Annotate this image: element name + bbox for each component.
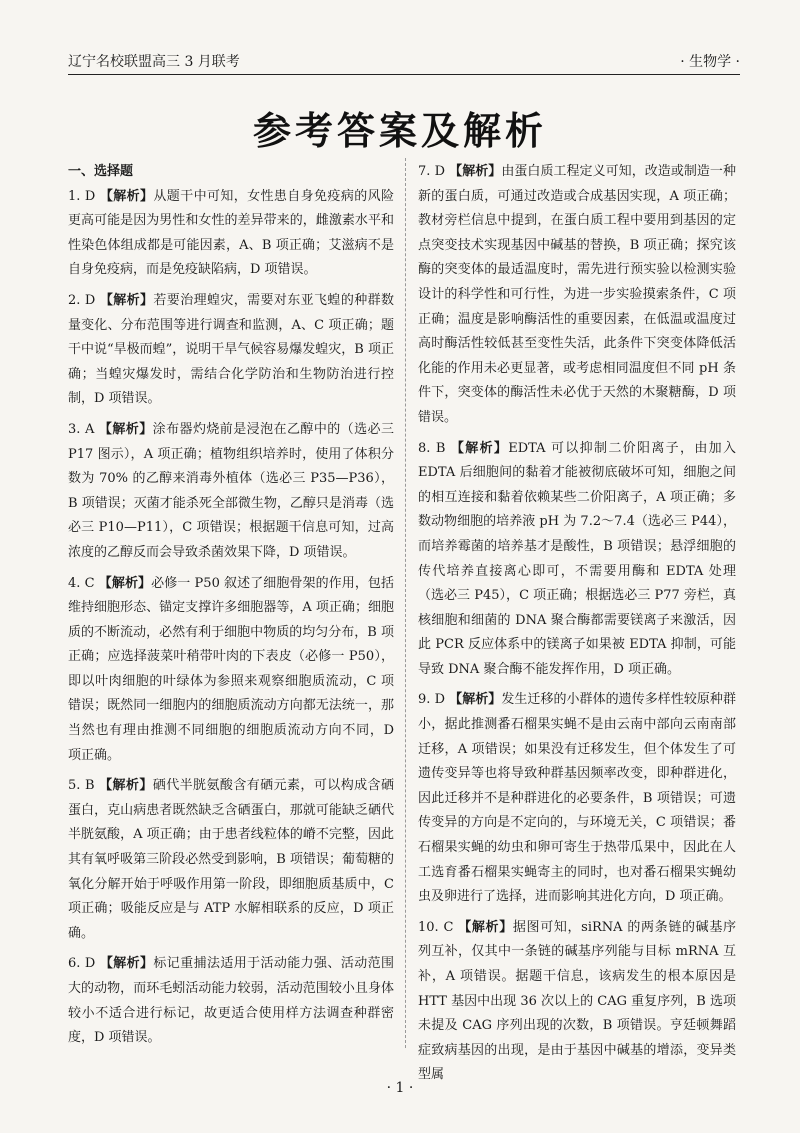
answer-number: 2. D — [68, 292, 96, 308]
answer-text: 必修一 P50 叙述了细胞骨架的作用，包括维持细胞形态、锚定支撑许多细胞器等，A 项正确；细胞质的不断流动，必然有利于细胞中物质的均匀分布，B 项正确；应选择菠菜叶稍带叶肉的下表皮（必修一 P50），即以叶肉细胞的叶绿体为参照来观察细胞质流动，C 项错误；既然同一细胞内的细胞质流动方向都无法统一，那当然也有理由推测不同细胞的细胞质流动方向不同，D 项正确。 — [68, 575, 394, 763]
answer-number: 1. D — [68, 188, 96, 204]
section-title: 一、选择题 — [68, 164, 134, 179]
analysis-tag: 【解析】 — [99, 778, 153, 794]
answer-item-8 — [418, 437, 736, 683]
answer-item-3 — [68, 418, 394, 566]
answer-text: 标记重捕法适用于活动能力强、活动范围大的动物，而环毛蚓活动能力较弱，活动范围较小且身体较小不适合进行标记，故更适合使用样方法调查种群密度，D 项错误。 — [68, 956, 394, 1046]
answer-number: 4. C — [68, 575, 95, 591]
analysis-tag: 【解析】 — [449, 164, 502, 179]
left-column — [68, 160, 394, 1057]
analysis-tag: 【解析】 — [450, 440, 509, 456]
answer-number: 7. D — [418, 164, 445, 179]
page-title: 参考答案及解析 — [252, 109, 547, 153]
answer-text: 若要治理蝗灾，需要对东亚飞蝗的种群数量变化、分布范围等进行调查和监测，A、C 项正确；题干中说“旱极而蝗”，说明干旱气候容易爆发蝗灾，B 项正确；当蝗灾爆发时，需结合化学防治和生物防治进行控制，D 项错误。 — [68, 292, 394, 407]
answer-item-7 — [418, 160, 736, 431]
subject-label: · 生物学 · — [680, 54, 740, 70]
analysis-tag: 【解析】 — [449, 692, 502, 708]
answer-text: 由蛋白质工程定义可知，改造或制造一种新的蛋白质，可通过改造或合成基因实现，A 项正确；教材旁栏信息中提到，在蛋白质工程中要用到基因的定点突变技术实现基因中碱基的替换，B 项正确；探究该酶的突变体的最适温度时，需先进行预实验以检测实验设计的科学性和可行性，为进一步实验摸索条件，C 项正确；温度是影响酶活性的重要因素，在低温或温度过高时酶活性较低甚至变性失活，此条件下突变体降低活化能的作用未必更显著，或考虑相同温度但不同 pH 条件下，突变体的酶活性未必优于天然的木聚糖酶，D 项错误。 — [418, 164, 736, 425]
analysis-tag: 【解析】 — [458, 919, 513, 935]
answer-text: 发生迁移的小群体的遗传多样性较原种群小，据此推测番石榴果实蝇不是由云南中部向云南南部迁移，A 项错误；如果没有迁移发生，但个体发生了可遗传变异等也将导致种群基因频率改变，即种群进化，因此迁移并不是种群进化的必要条件，B 项错误；可遗传变异的方向是不定向的，与环境无关，C 项错误；番石榴果实蝇的幼虫和卵可寄生于热带瓜果中，因此在人工选育番石榴果实蝇寄主的同时，也对番石榴果实蝇幼虫及卵进行了选择，进而影响其进化方向，D 项正确。 — [418, 692, 736, 905]
answer-number: 8. B — [418, 440, 446, 456]
answer-item-5 — [68, 774, 394, 946]
answer-text: 据图可知，siRNA 的两条链的碱基序列互补，仅其中一条链的碱基序列能与目标 mRNA 互补，A 项错误。据题干信息，该病发生的根本原因是 HTT 基因中出现 36 次以上的 CAG 重复序列，B 选项未提及 CAG 序列出现的次数，B 项错误。亨廷顿舞蹈症致病基因的出现，是由于基因中碱基的增添，变异类型属 — [418, 919, 736, 1083]
answer-text: 从题干中可知，女性患自身免疫病的风险更高可能是因为男性和女性的差异带来的，雌激素水平和性染色体组成都是可能因素，A、B 项正确；艾滋病不是自身免疫病，而是免疫缺陷病，D 项错误。 — [68, 188, 394, 278]
answer-item-1 — [68, 185, 394, 283]
analysis-tag: 【解析】 — [99, 188, 154, 204]
answer-number: 5. B — [68, 778, 95, 794]
answer-text: 涂布器灼烧前是浸泡在乙醇中的（选必三P17 图示），A 项正确；植物组织培养时，使用了体积分数为 70% 的乙醇来消毒外植体（选必三 P35—P36），B 项错误；灭菌才能杀死全部微生物，乙醇只是消毒（选必三 P10—P11），C 项错误；根据题干信息可知，过高浓度的乙醇反而会导致杀菌效果下降，D 项错误。 — [68, 421, 394, 560]
answer-item-2 — [68, 289, 394, 412]
answer-number: 3. A — [68, 421, 95, 437]
answer-number: 9. D — [418, 692, 445, 708]
answer-item-6 — [68, 952, 394, 1050]
exam-title: 辽宁名校联盟高三 3 月联考 — [68, 54, 240, 70]
right-column — [418, 160, 736, 1094]
answer-text: EDTA 可以抑制二价阳离子，由加入 EDTA 后细胞间的黏着才能被彻底破坏可知，细胞之间的相互连接和黏着依赖某些二价阳离子，A 项正确；多数动物细胞的培养液 pH 为 7.2～7.4（选必三 P44），而培养霉菌的培养基才是酸性，B 项错误；悬浮细胞的传代培养直接离心即可，不需要用酶和 EDTA 处理（选必三 P45），C 项正确；根据选必三 P77 旁栏，真核细胞和细菌的 DNA 聚合酶都需要镁离子来激活，因此 PCR 反应体系中的镁离子如果被 EDTA 抑制，可能导致 DNA 聚合酶不能发挥作用，D 项正确。 — [418, 440, 736, 677]
column-divider — [405, 158, 406, 1048]
answer-item-4 — [68, 572, 394, 769]
analysis-tag: 【解析】 — [98, 575, 152, 591]
answer-number: 10. C — [418, 919, 454, 935]
page-number: · 1 · — [386, 1080, 414, 1096]
answer-number: 6. D — [68, 956, 96, 972]
page-header — [68, 50, 740, 75]
answer-item-10 — [418, 916, 736, 1088]
answer-text: 硒代半胱氨酸含有硒元素，可以构成含硒蛋白，克山病患者既然缺乏含硒蛋白，那就可能缺乏硒代半胱氨酸，A 项正确；由于患者线粒体的嵴不完整，因此其有氧呼吸第三阶段必然受到影响，B 项错误；葡萄糖的氧化分解开始于呼吸作用第一阶段，即细胞质基质中，C 项正确；吸能反应是与 ATP 水解相联系的反应，D 项正确。 — [68, 778, 394, 941]
analysis-tag: 【解析】 — [99, 292, 154, 308]
analysis-tag: 【解析】 — [99, 956, 154, 972]
analysis-tag: 【解析】 — [98, 421, 153, 437]
answer-item-9 — [418, 688, 736, 909]
